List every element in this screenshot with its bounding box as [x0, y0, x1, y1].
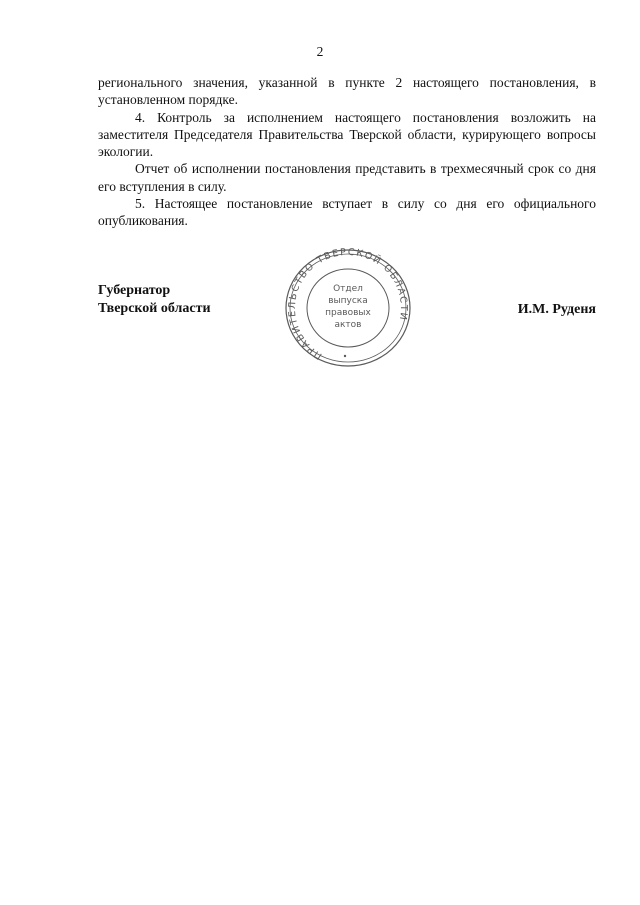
document-body [98, 74, 596, 230]
stamp-center-line1: Отдел [333, 284, 363, 294]
stamp-ring-text: ПРАВИТЕЛЬСТВО ТВЕРСКОЙ ОБЛАСТИ [286, 247, 410, 362]
stamp-center-line2: выпуска [328, 296, 368, 306]
stamp-seal-icon [283, 247, 413, 369]
paragraph-report: Отчет об исполнении постановления представить в трехмесячный срок со дня его вступления в силу. [98, 161, 596, 194]
paragraph-continuation: регионального значения, указанной в пункте 2 настоящего постановления, в установленном порядке. [98, 75, 596, 108]
paragraph-item-5: 5. Настоящее постановление вступает в силу со дня его официального опубликования. [98, 196, 596, 229]
signatory-title-line2: Тверской области [98, 301, 211, 316]
official-stamp [283, 247, 413, 369]
paragraph-item-4: 4. Контроль за исполнением настоящего постановления возложить на заместителя Председателя Правительства Тверской области, курирующего вопросы экологии. [98, 109, 596, 160]
signatory-title-line1: Губернатор [98, 283, 171, 298]
signatory-name: И.М. Руденя [517, 302, 596, 317]
page-number: 2 [316, 44, 324, 59]
stamp-center-line3: правовых [325, 308, 371, 318]
stamp-center-line4: актов [334, 320, 362, 330]
stamp-dot [344, 355, 346, 357]
signatory-title [98, 282, 211, 318]
